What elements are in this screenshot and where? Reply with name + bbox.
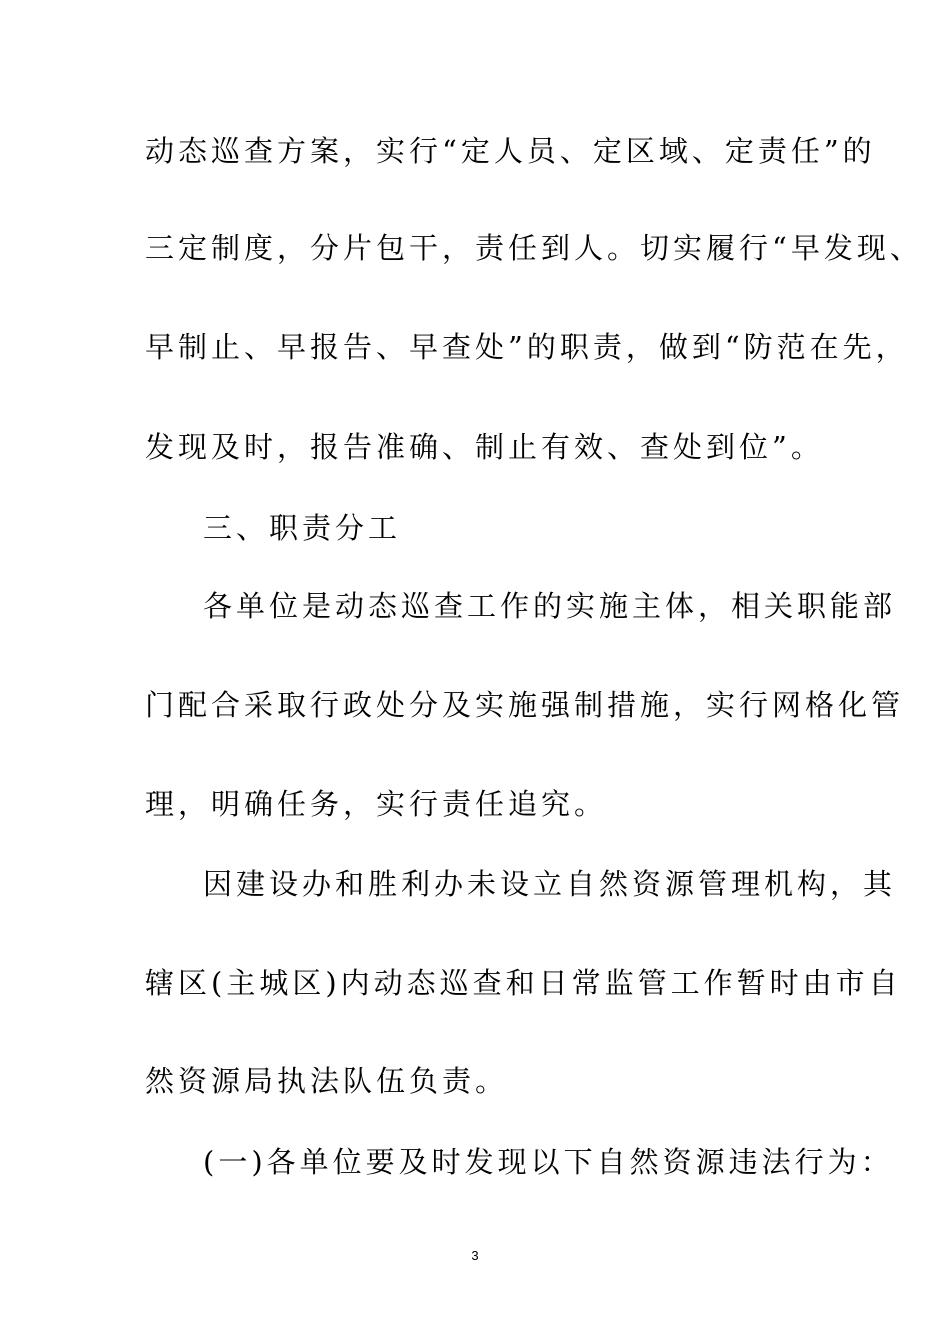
paragraph-line: 动态巡查方案，实行“定人员、定区域、定责任”的 [145, 134, 876, 168]
paragraph-line: 三定制度，分片包干，责任到人。切实履行“早发现、 [145, 231, 923, 265]
paragraph-line: 发现及时，报告准确、制止有效、查处到位”。 [145, 430, 824, 464]
paragraph-line: 辖区(主城区)内动态巡查和日常监管工作暂时由市自 [145, 966, 902, 1000]
paragraph-line: 理，明确任务，实行责任追究。 [145, 787, 608, 821]
section-heading: 三、职责分工 [203, 511, 402, 545]
paragraph-line: 因建设办和胜利办未设立自然资源管理机构，其 [203, 867, 897, 901]
paragraph-line: 各单位是动态巡查工作的实施主体，相关职能部 [203, 589, 897, 623]
subsection-heading: (一)各单位要及时发现以下自然资源违法行为： [203, 1145, 894, 1179]
page-number: 3 [471, 1248, 479, 1263]
paragraph-line: 然资源局执法队伍负责。 [145, 1064, 509, 1098]
paragraph-line: 门配合采取行政处分及实施强制措施，实行网格化管 [145, 688, 905, 722]
paragraph-line: 早制止、早报告、早查处”的职责，做到“防范在先， [145, 330, 909, 364]
